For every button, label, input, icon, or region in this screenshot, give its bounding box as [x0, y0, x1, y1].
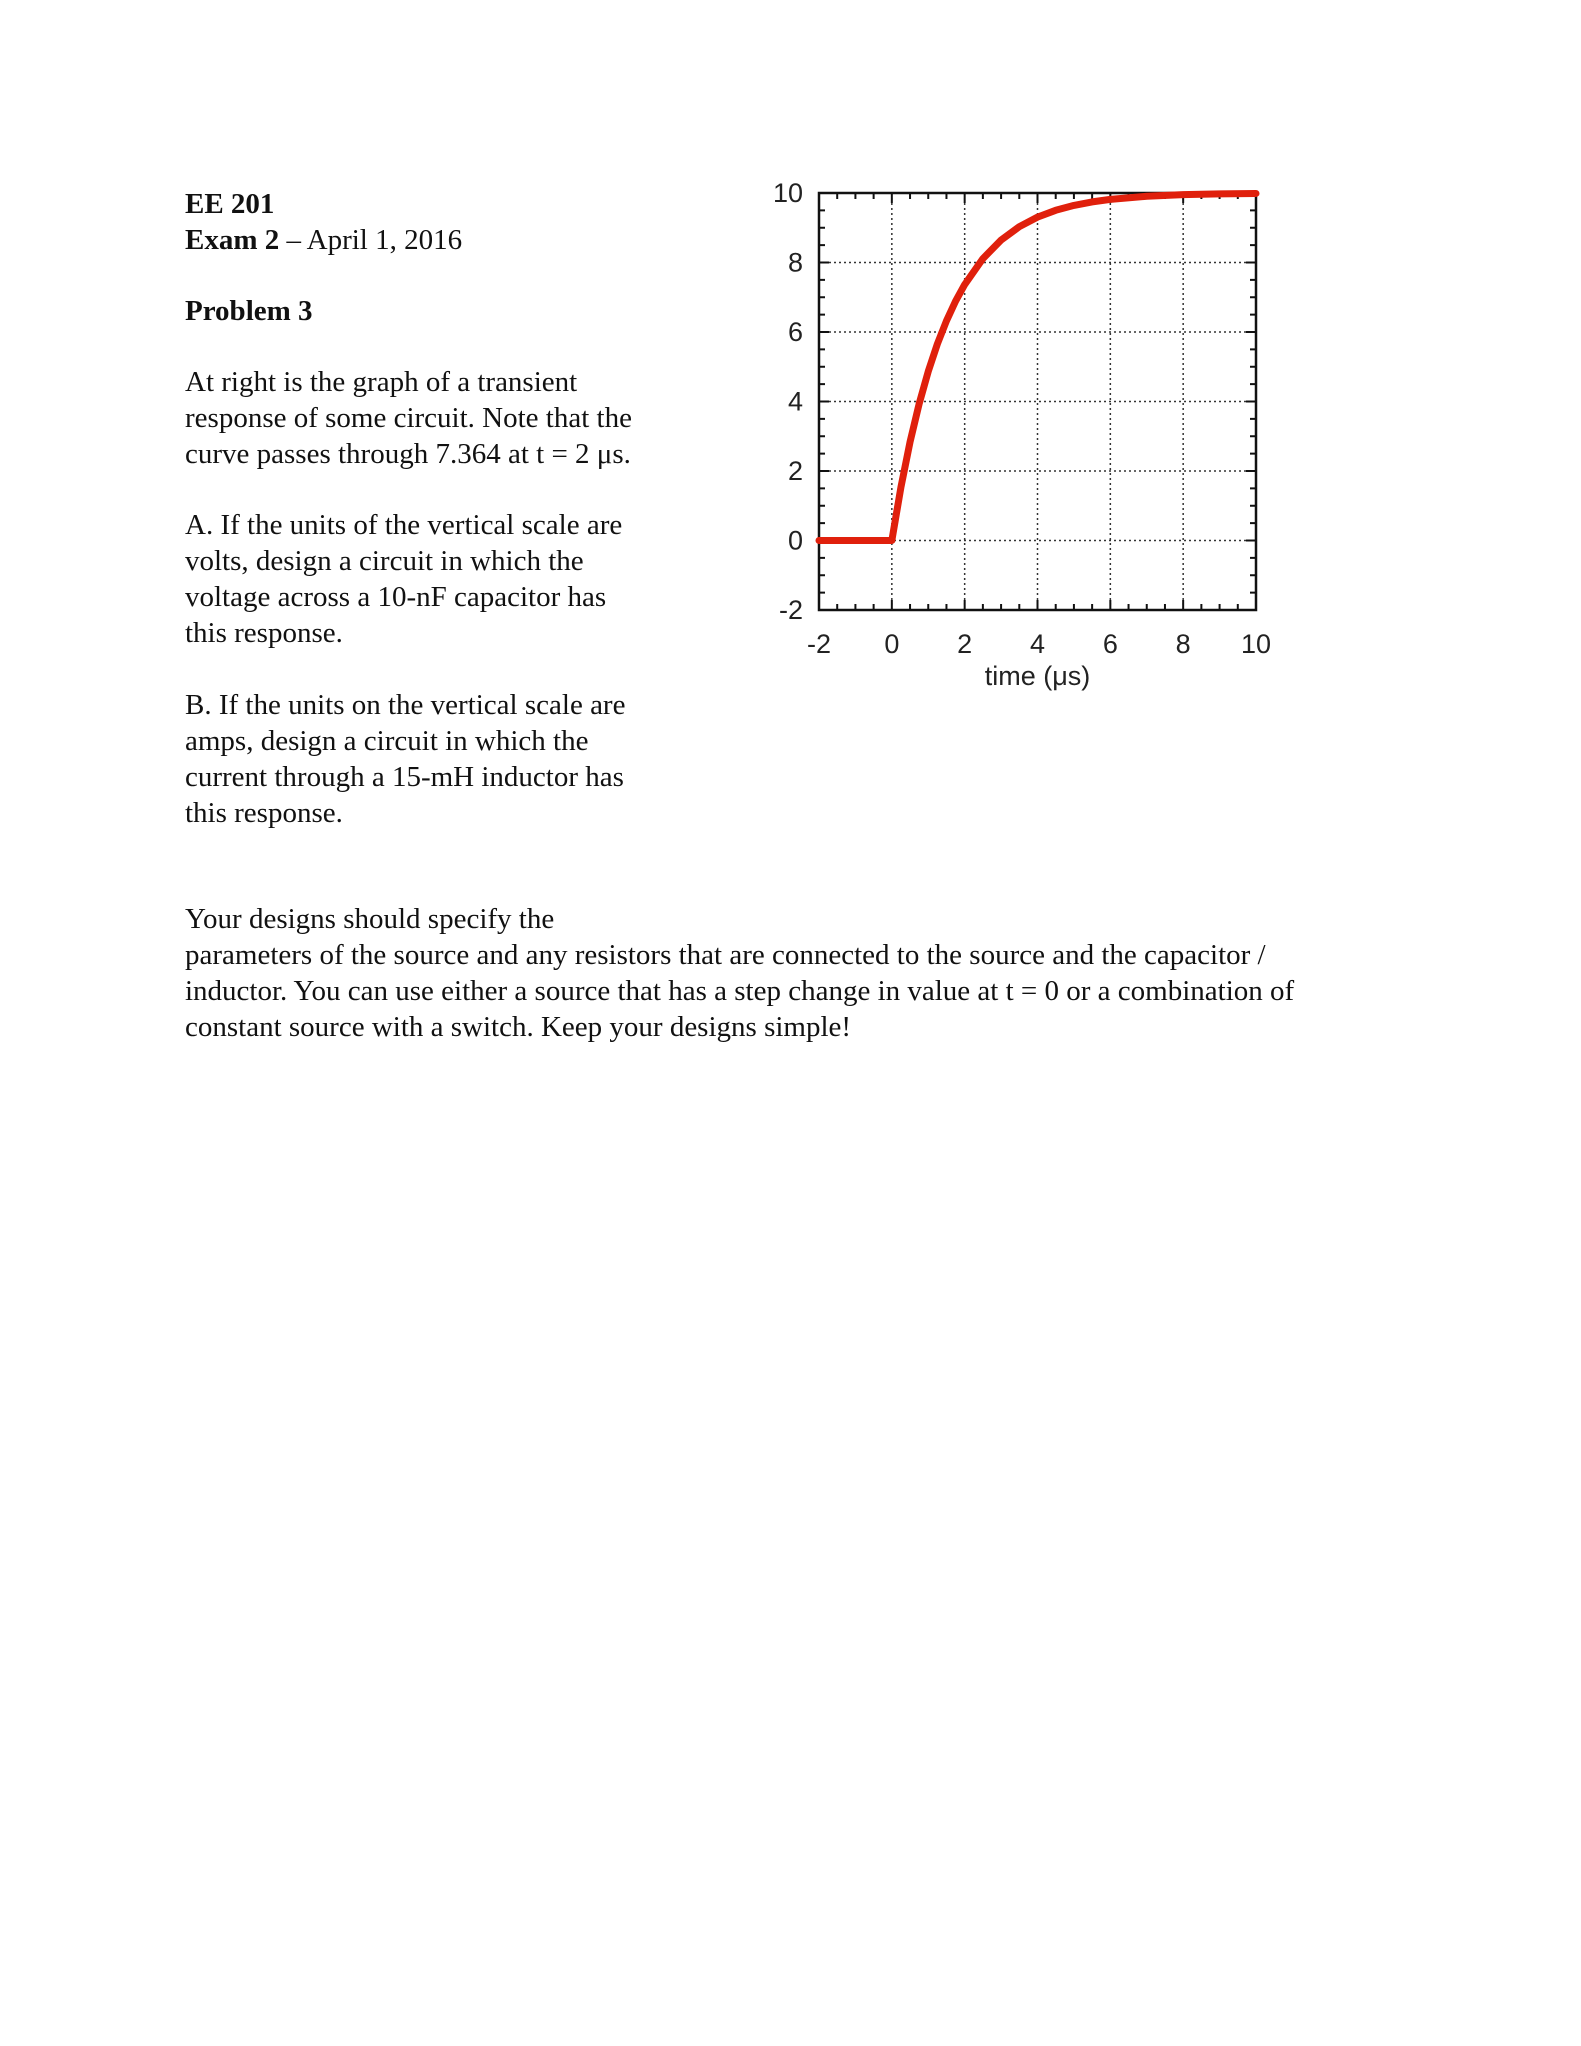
x-tick-label: 4 — [1029, 629, 1046, 659]
part-a-line: volts, design a circuit in which the — [185, 545, 584, 577]
x-tick-label: 10 — [1240, 629, 1272, 659]
instructions-line: parameters of the source and any resistors that are connected to the source and the capacitor / — [185, 939, 1266, 971]
intro-line: curve passes through 7.364 at t = 2 μs. — [185, 438, 631, 470]
y-tick-label: 0 — [787, 525, 803, 556]
problem-title: Problem 3 — [185, 295, 313, 327]
x-tick-label: 6 — [1102, 629, 1118, 659]
intro-line: response of some circuit. Note that the — [185, 402, 632, 434]
x-tick-label: 8 — [1175, 629, 1191, 659]
part-b-line: current through a 15-mH inductor has — [185, 761, 624, 793]
course-title: EE 201 — [185, 188, 275, 220]
instructions-line: inductor. You can use either a source that has a step change in value at t = 0 or a combination of — [185, 975, 1295, 1007]
exam-date: – April 1, 2016 — [279, 224, 463, 256]
x-tick-label: 2 — [957, 629, 973, 659]
x-axis-label: time (μs) — [984, 661, 1091, 691]
exam-label: Exam 2 — [185, 224, 280, 256]
instructions-line: Your designs should specify the — [185, 903, 555, 935]
intro-line: At right is the graph of a transient — [185, 366, 578, 398]
exam-line — [185, 222, 462, 258]
y-tick-label: -2 — [778, 595, 803, 625]
y-tick-label: 4 — [787, 386, 803, 417]
y-tick-label: 2 — [787, 456, 803, 486]
part-a-line: A. If the units of the vertical scale are — [185, 509, 623, 541]
y-tick-label: 10 — [772, 178, 803, 208]
part-b-line: this response. — [185, 797, 343, 829]
instructions-line: constant source with a switch. Keep your designs simple! — [185, 1011, 852, 1043]
part-b-line: B. If the units on the vertical scale are — [185, 689, 626, 721]
x-tick-label: -2 — [806, 629, 832, 659]
y-tick-label: 6 — [787, 317, 803, 347]
y-tick-label: 8 — [787, 247, 803, 278]
part-b-line: amps, design a circuit in which the — [185, 725, 589, 757]
part-a-line: this response. — [185, 617, 343, 649]
transient-response-chart — [760, 170, 1540, 850]
x-tick-label: 0 — [884, 629, 900, 659]
part-a-line: voltage across a 10-nF capacitor has — [185, 581, 607, 613]
